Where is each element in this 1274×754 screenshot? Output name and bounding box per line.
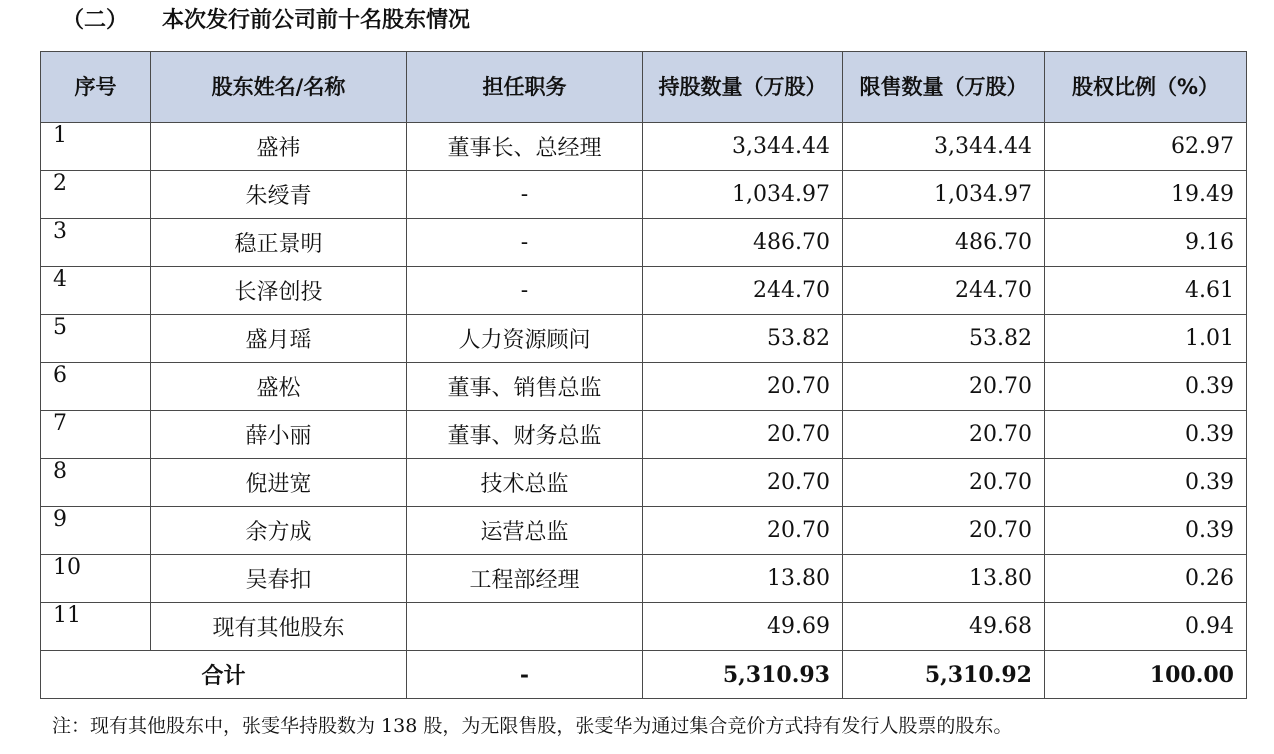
table-row — [41, 411, 1247, 459]
table-row — [41, 603, 1247, 651]
cell-shares: 244.70 — [643, 267, 843, 315]
header-restricted: 限售数量（万股） — [843, 52, 1045, 123]
section-title: 本次发行前公司前十名股东情况 — [162, 8, 471, 33]
cell-restricted: 53.82 — [843, 315, 1045, 363]
cell-position: 人力资源顾问 — [407, 315, 643, 363]
table-header-row — [41, 52, 1247, 123]
cell-position: 董事长、总经理 — [407, 123, 643, 171]
cell-name: 薛小丽 — [151, 411, 407, 459]
cell-ratio: 62.97 — [1045, 123, 1247, 171]
cell-ratio: 0.39 — [1045, 363, 1247, 411]
table-row — [41, 219, 1247, 267]
cell-ratio: 4.61 — [1045, 267, 1247, 315]
cell-restricted: 20.70 — [843, 363, 1045, 411]
table-row — [41, 267, 1247, 315]
cell-ratio: 0.94 — [1045, 603, 1247, 651]
header-ratio: 股权比例（%） — [1045, 52, 1247, 123]
header-shares: 持股数量（万股） — [643, 52, 843, 123]
cell-name: 长泽创投 — [151, 267, 407, 315]
cell-restricted: 244.70 — [843, 267, 1045, 315]
footnote: 注：现有其他股东中，张雯华持股数为 138 股，为无限售股，张雯华为通过集合竞价方式持有发行人股票的股东。 — [52, 715, 1013, 737]
cell-restricted: 20.70 — [843, 507, 1045, 555]
cell-index: 6 — [41, 363, 151, 411]
cell-name: 吴春扣 — [151, 555, 407, 603]
cell-index: 8 — [41, 459, 151, 507]
cell-restricted: 20.70 — [843, 459, 1045, 507]
cell-index: 1 — [41, 123, 151, 171]
cell-name: 盛月瑶 — [151, 315, 407, 363]
cell-index: 11 — [41, 603, 151, 651]
header-position: 担任职务 — [407, 52, 643, 123]
cell-ratio: 1.01 — [1045, 315, 1247, 363]
cell-index: 5 — [41, 315, 151, 363]
header-name: 股东姓名/名称 — [151, 52, 407, 123]
cell-shares: 20.70 — [643, 363, 843, 411]
table-row — [41, 363, 1247, 411]
cell-position: 工程部经理 — [407, 555, 643, 603]
total-restricted: 5,310.92 — [843, 651, 1045, 699]
table-row — [41, 171, 1247, 219]
cell-shares: 20.70 — [643, 411, 843, 459]
table-body — [41, 123, 1247, 699]
cell-name: 倪进宽 — [151, 459, 407, 507]
cell-name: 稳正景明 — [151, 219, 407, 267]
cell-position: - — [407, 171, 643, 219]
cell-index: 4 — [41, 267, 151, 315]
section-heading — [62, 4, 470, 38]
cell-shares: 20.70 — [643, 459, 843, 507]
cell-ratio: 0.26 — [1045, 555, 1247, 603]
cell-restricted: 3,344.44 — [843, 123, 1045, 171]
cell-ratio: 0.39 — [1045, 459, 1247, 507]
total-shares: 5,310.93 — [643, 651, 843, 699]
cell-position: 运营总监 — [407, 507, 643, 555]
section-number: （二） — [62, 8, 129, 33]
cell-name: 朱绶青 — [151, 171, 407, 219]
table-row — [41, 123, 1247, 171]
table-row — [41, 555, 1247, 603]
table-row — [41, 459, 1247, 507]
cell-shares: 1,034.97 — [643, 171, 843, 219]
cell-restricted: 1,034.97 — [843, 171, 1045, 219]
cell-restricted: 20.70 — [843, 411, 1045, 459]
cell-index: 10 — [41, 555, 151, 603]
cell-ratio: 19.49 — [1045, 171, 1247, 219]
cell-index: 2 — [41, 171, 151, 219]
cell-position: 董事、财务总监 — [407, 411, 643, 459]
cell-shares: 3,344.44 — [643, 123, 843, 171]
cell-position: 董事、销售总监 — [407, 363, 643, 411]
table-row — [41, 507, 1247, 555]
cell-name: 现有其他股东 — [151, 603, 407, 651]
cell-ratio: 9.16 — [1045, 219, 1247, 267]
cell-name: 盛松 — [151, 363, 407, 411]
cell-index: 3 — [41, 219, 151, 267]
table-row — [41, 315, 1247, 363]
cell-name: 盛祎 — [151, 123, 407, 171]
cell-index: 9 — [41, 507, 151, 555]
cell-restricted: 13.80 — [843, 555, 1045, 603]
cell-position: - — [407, 219, 643, 267]
cell-shares: 53.82 — [643, 315, 843, 363]
cell-shares: 49.69 — [643, 603, 843, 651]
cell-index: 7 — [41, 411, 151, 459]
total-row — [41, 651, 1247, 699]
cell-ratio: 0.39 — [1045, 507, 1247, 555]
cell-restricted: 486.70 — [843, 219, 1045, 267]
cell-position — [407, 603, 643, 651]
shareholders-table — [40, 51, 1247, 699]
cell-position: - — [407, 267, 643, 315]
cell-shares: 20.70 — [643, 507, 843, 555]
total-label: 合计 — [41, 651, 407, 699]
cell-name: 余方成 — [151, 507, 407, 555]
total-ratio: 100.00 — [1045, 651, 1247, 699]
total-position: - — [407, 651, 643, 699]
cell-restricted: 49.68 — [843, 603, 1045, 651]
cell-position: 技术总监 — [407, 459, 643, 507]
cell-shares: 486.70 — [643, 219, 843, 267]
cell-shares: 13.80 — [643, 555, 843, 603]
cell-ratio: 0.39 — [1045, 411, 1247, 459]
header-index: 序号 — [41, 52, 151, 123]
